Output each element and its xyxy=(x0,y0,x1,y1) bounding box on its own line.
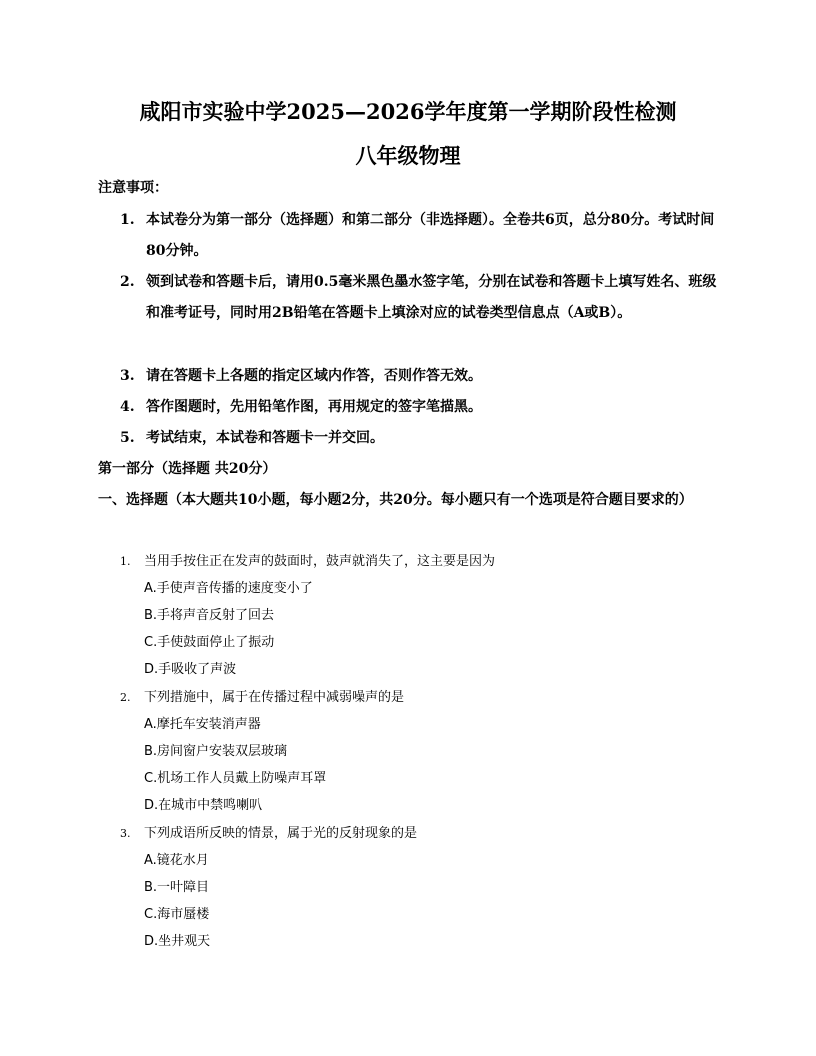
question-text: 当用手按住正在发声的鼓面时，鼓声就消失了，这主要是因为 xyxy=(144,554,496,569)
option-d: D.在城市中禁鸣喇叭 xyxy=(144,798,263,813)
option-a: A.手使声音传播的速度变小了 xyxy=(144,581,313,596)
note-number: 2. xyxy=(120,274,135,290)
part-heading: 第一部分（选择题 共20分） xyxy=(98,461,277,477)
note-item xyxy=(120,267,730,329)
note-number: 5. xyxy=(120,430,135,446)
note-text: 答作图题时，先用铅笔作图，再用规定的签字笔描黑。 xyxy=(146,399,482,415)
question-number: 2. xyxy=(120,691,131,704)
note-number: 3. xyxy=(120,368,135,384)
note-item xyxy=(120,361,730,392)
question-stem xyxy=(120,688,720,708)
question-text: 下列措施中，属于在传播过程中减弱噪声的是 xyxy=(144,690,405,705)
option-a: A.镜花水月 xyxy=(144,853,209,868)
option-b: B.房间窗户安装双层玻璃 xyxy=(144,744,288,759)
option-b: B.一叶障目 xyxy=(144,880,210,895)
note-item xyxy=(120,423,730,454)
question-number: 1. xyxy=(120,555,131,568)
option-c: C.机场工作人员戴上防噪声耳罩 xyxy=(144,771,327,786)
question-text: 下列成语所反映的情景，属于光的反射现象的是 xyxy=(144,826,418,841)
note-item xyxy=(120,392,730,423)
option-b: B.手将声音反射了回去 xyxy=(144,608,275,623)
note-number: 1. xyxy=(120,212,135,228)
page-subtitle: 八年级物理 xyxy=(355,143,461,168)
option-c: C.海市蜃楼 xyxy=(144,907,210,922)
note-text: 领到试卷和答题卡后，请用0.5毫米黑色墨水签字笔，分别在试卷和答题卡上填写姓名、班级和准考证号，同时用2B铅笔在答题卡上填涂对应的试卷类型信息点（A或B）。 xyxy=(146,274,717,321)
question-number: 3. xyxy=(120,827,131,840)
section-title: 一、选择题（本大题共10小题，每小题2分，共20分。每小题只有一个选项是符合题目要求的） xyxy=(98,492,693,508)
note-number: 4. xyxy=(120,399,135,415)
option-a: A.摩托车安装消声器 xyxy=(144,717,261,732)
option-d: D.手吸收了声波 xyxy=(144,662,237,677)
question-stem xyxy=(120,824,720,844)
note-text: 请在答题卡上各题的指定区域内作答，否则作答无效。 xyxy=(146,368,482,384)
note-text: 考试结束，本试卷和答题卡一并交回。 xyxy=(146,430,384,446)
option-d: D.坐井观天 xyxy=(144,934,211,949)
note-text: 本试卷分为第一部分（选择题）和第二部分（非选择题）。全卷共6页，总分80分。考试时间80分钟。 xyxy=(146,212,715,259)
page-title: 咸阳市实验中学2025—2026学年度第一学期阶段性检测 xyxy=(139,99,677,124)
option-c: C.手使鼓面停止了振动 xyxy=(144,635,275,650)
question-stem xyxy=(120,552,720,572)
note-item xyxy=(120,205,730,267)
notes-heading: 注意事项： xyxy=(98,180,168,196)
